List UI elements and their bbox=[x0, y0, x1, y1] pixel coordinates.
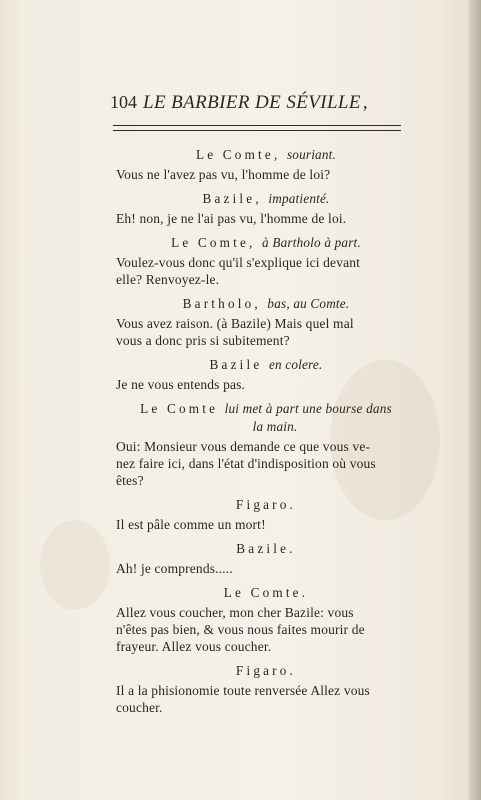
stage-direction: la main. bbox=[252, 419, 298, 434]
speaker-name: Bazile. bbox=[236, 541, 296, 556]
speaker-heading bbox=[116, 354, 416, 376]
page-number: 104 bbox=[110, 92, 137, 112]
dialogue-line: Vous ne l'avez pas vu, l'homme de loi? bbox=[116, 167, 331, 182]
dialogue-block bbox=[116, 660, 416, 716]
dialogue-line: Vous avez raison. (à Bazile) Mais quel mal bbox=[116, 316, 354, 331]
stage-direction: bas, au Comte. bbox=[267, 296, 350, 311]
stage-direction: à Bartholo à part. bbox=[262, 235, 361, 250]
speaker-heading bbox=[116, 188, 416, 210]
stage-direction: impatienté. bbox=[268, 191, 330, 206]
dialogue-line: Il a la phisionomie toute renversée Allez vous bbox=[116, 683, 370, 698]
speaker-heading bbox=[116, 232, 416, 254]
dialogue-line: Il est pâle comme un mort! bbox=[116, 517, 266, 532]
speaker-name: Le Comte bbox=[140, 401, 219, 416]
dialogue-line: n'êtes pas bien, & vous nous faites mourir de bbox=[116, 622, 365, 637]
speaker-heading bbox=[116, 144, 416, 166]
running-title: LE BARBIER DE SÉVILLE bbox=[143, 92, 361, 113]
speaker-heading bbox=[116, 494, 416, 516]
speaker-name: Bazile bbox=[209, 357, 263, 372]
dialogue-block bbox=[116, 188, 416, 227]
dialogue-block bbox=[116, 494, 416, 533]
dialogue-line: elle? Renvoyez-le. bbox=[116, 272, 220, 287]
header-rule-thin bbox=[113, 130, 401, 131]
stage-direction: lui met à part une bourse dans bbox=[224, 401, 392, 416]
dialogue-line: frayeur. Allez vous coucher. bbox=[116, 639, 272, 654]
dialogue-block bbox=[116, 232, 416, 288]
dialogue-block bbox=[116, 293, 416, 349]
dialogue-line: Ah! je comprends..... bbox=[116, 561, 233, 576]
speaker-heading bbox=[116, 582, 416, 604]
stage-direction: souriant. bbox=[286, 147, 337, 162]
header-comma: , bbox=[362, 92, 368, 113]
speaker-heading bbox=[116, 538, 416, 560]
dialogue-line: coucher. bbox=[116, 700, 163, 715]
dialogue-line: vous a donc pris si subitement? bbox=[116, 333, 290, 348]
speaker-heading bbox=[116, 293, 416, 315]
play-text bbox=[116, 144, 416, 716]
speaker-name: Le Comte. bbox=[223, 585, 309, 600]
speaker-heading bbox=[116, 660, 416, 682]
stage-direction: en colere. bbox=[268, 357, 323, 372]
dialogue-block bbox=[116, 144, 416, 183]
dialogue-line: Oui: Monsieur vous demande ce que vous ve- bbox=[116, 439, 371, 454]
dialogue-line: Allez vous coucher, mon cher Bazile: vous bbox=[116, 605, 354, 620]
dialogue-line: nez faire ici, dans l'état d'indisposition où vous bbox=[116, 456, 376, 471]
paper-stain bbox=[40, 520, 110, 610]
speaker-name: Bazile, bbox=[202, 191, 262, 206]
speaker-name: Figaro. bbox=[235, 663, 297, 678]
speaker-name: Bartholo, bbox=[182, 296, 261, 311]
book-gutter bbox=[469, 0, 481, 800]
running-header bbox=[110, 92, 410, 124]
dialogue-line: Je ne vous entends pas. bbox=[116, 377, 246, 392]
speaker-name: Figaro. bbox=[235, 497, 297, 512]
dialogue-line: êtes? bbox=[116, 473, 144, 488]
dialogue-block bbox=[116, 354, 416, 393]
speaker-name: Le Comte, bbox=[195, 147, 281, 162]
speaker-name: Le Comte, bbox=[171, 235, 256, 250]
dialogue-block bbox=[116, 538, 416, 577]
header-rule-thick bbox=[113, 125, 401, 126]
dialogue-block bbox=[116, 582, 416, 655]
dialogue-line: Voulez-vous donc qu'il s'explique ici devant bbox=[116, 255, 361, 270]
dialogue-line: Eh! non, je ne l'ai pas vu, l'homme de loi. bbox=[116, 211, 347, 226]
dialogue-block bbox=[116, 398, 416, 489]
